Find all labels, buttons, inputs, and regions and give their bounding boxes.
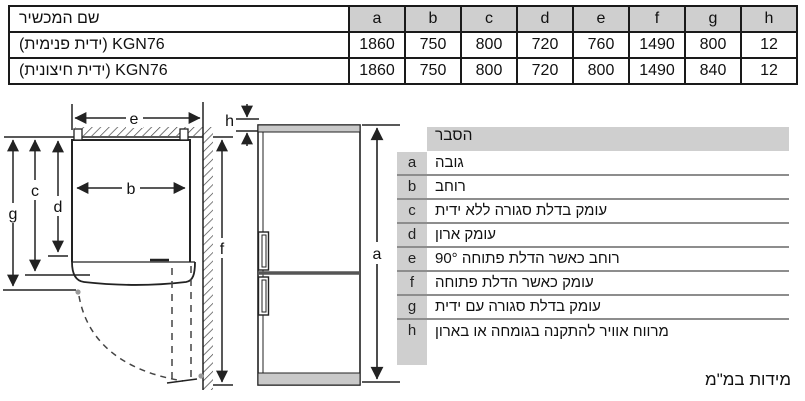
value-cell: 800 [461,58,517,84]
fridge-plinth [258,373,360,385]
dim-header-h: h [741,6,797,32]
dim-label-c: c [31,183,39,200]
fridge-handle-upper [259,232,269,270]
dim-label-e: e [129,111,139,128]
value-cell: 1860 [349,32,405,58]
value-cell: 800 [461,32,517,58]
legend-key: a [397,152,427,176]
dim-header-g: g [685,6,741,32]
fridge-body [258,125,360,385]
dim-label-g: g [8,206,18,223]
legend-desc: רוחב [427,176,789,200]
value-cell: 750 [405,32,461,58]
wall-right-hatch [203,127,213,390]
dim-label-a: a [372,246,382,263]
value-cell: 800 [573,58,629,84]
legend-desc: עומק ארון [427,224,789,248]
dim-label-d: d [53,199,63,216]
spec-table [8,5,798,85]
fridge-handle-lower [259,277,269,315]
dim-label-f: f [219,241,225,258]
list-item [397,272,789,296]
door-closed-outline [72,262,195,285]
top-view-diagram [3,102,259,390]
device-name: KGN76 (ידית פנימית) [9,32,349,58]
legend-desc: עומק בדלת סגורה ללא ידית [427,200,789,224]
device-name: KGN76 (ידית חיצונית) [9,58,349,84]
value-cell: 800 [685,32,741,58]
value-cell: 1490 [629,58,685,84]
dim-header-c: c [461,6,517,32]
spec-table-header-row [9,6,797,32]
door-open-bottom [167,379,197,383]
value-cell: 750 [405,58,461,84]
dim-label-h: h [225,113,234,130]
door-swing-arc [79,296,183,381]
value-cell: 1490 [629,32,685,58]
list-item [397,320,789,365]
front-view-diagram [258,125,400,385]
table-row [9,58,797,84]
legend-desc: רוחב כאשר הדלת פתוחה 90° [427,248,789,272]
list-item [397,248,789,272]
legend-desc: עומק בדלת סגורה עם ידית [427,296,789,320]
value-cell: 12 [741,58,797,84]
dim-header-f: f [629,6,685,32]
dim-header-b: b [405,6,461,32]
list-item [397,176,789,200]
list-item [397,200,789,224]
units-footnote: מידות במ"מ [705,370,791,389]
cabinet-outline [72,140,190,262]
legend-header: הסבר [427,127,789,151]
dim-label-b: b [126,181,136,198]
list-item [397,296,789,320]
value-cell: 760 [573,32,629,58]
legend-header-spacer [397,127,427,151]
value-cell: 720 [517,58,573,84]
legend-key: d [397,224,427,248]
legend-key: f [397,272,427,296]
legend-header-row [397,127,789,151]
hinge-right [180,129,188,140]
legend-table [397,127,789,365]
door-corner-dot [75,289,80,294]
dim-header-d: d [517,6,573,32]
device-name-header: שם המכשיר [9,6,349,32]
value-cell: 720 [517,32,573,58]
door-hinge-dot [198,373,203,378]
legend-key: c [397,200,427,224]
legend-key: h [397,320,427,365]
legend-key: g [397,296,427,320]
value-cell: 1860 [349,58,405,84]
list-item [397,224,789,248]
dim-header-e: e [573,6,629,32]
legend-desc: עומק כאשר הדלת פתוחה [427,272,789,296]
list-item [397,152,789,176]
value-cell: 12 [741,32,797,58]
legend-desc: מרווח אוויר להתקנה בגומחה או בארון [435,323,669,340]
hinge-left [74,129,82,140]
fridge-top-trim [258,125,360,132]
legend-desc: גובה [427,152,789,176]
table-row [9,32,797,58]
value-cell: 840 [685,58,741,84]
dim-header-a: a [349,6,405,32]
legend-key: e [397,248,427,272]
dimension-diagram [0,100,400,401]
legend-key: b [397,176,427,200]
